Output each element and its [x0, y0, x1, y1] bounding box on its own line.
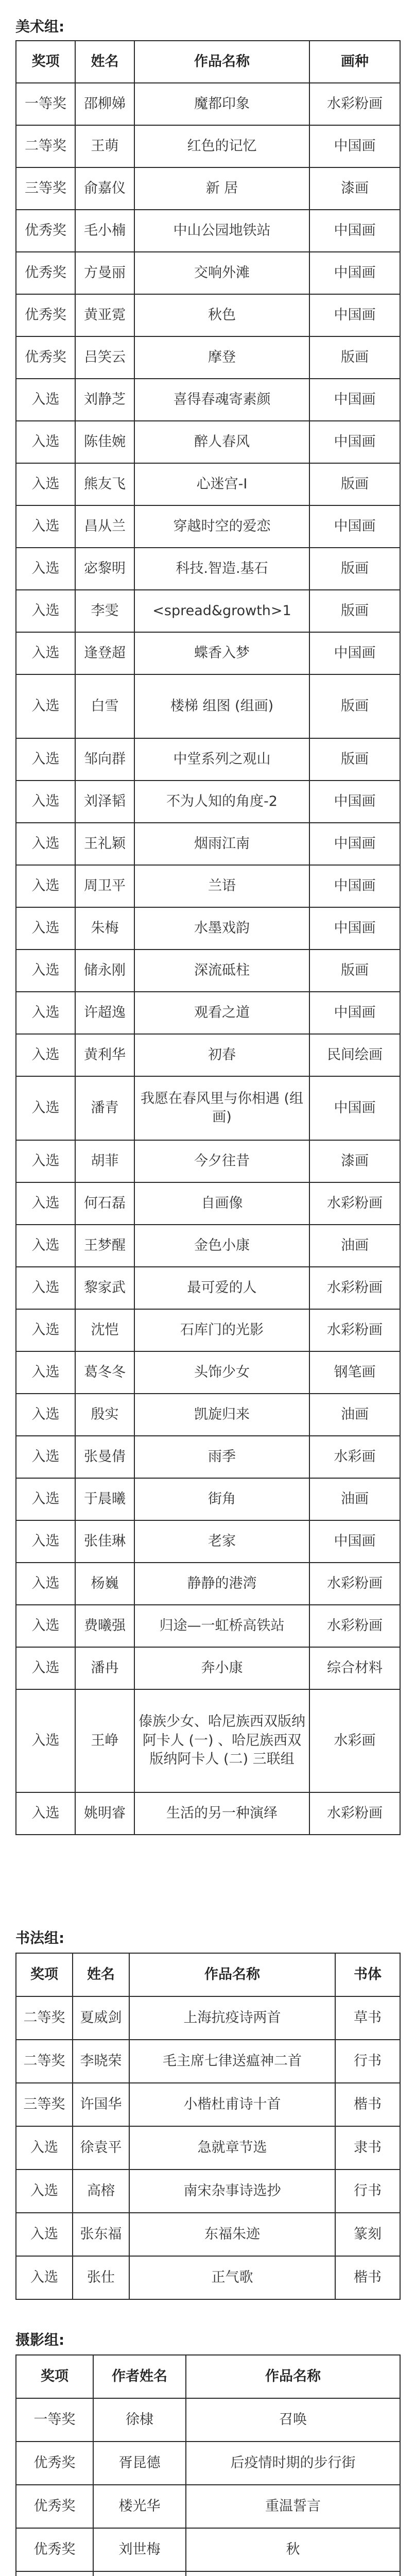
photography-table-cell: [93, 2571, 186, 2576]
calligraphy-table-row: [16, 2213, 400, 2256]
art-table-cell: 入选: [16, 738, 75, 781]
art-table-cell: 中国画: [309, 210, 400, 252]
art-table-cell: 潘冉: [75, 1647, 134, 1689]
art-table-cell: 中国画: [309, 294, 400, 336]
art-table-row: [16, 1478, 400, 1520]
calligraphy-table: [15, 1953, 401, 2300]
art-table-cell: 中国画: [309, 992, 400, 1034]
art-table-cell: 头饰少女: [134, 1351, 309, 1394]
art-table-row: [16, 1225, 400, 1267]
art-table-row: [16, 83, 400, 125]
art-table-row: [16, 252, 400, 294]
photography-table-row: [16, 2528, 400, 2571]
calligraphy-table-cell: 高榕: [73, 2170, 129, 2213]
art-table-cell: 今夕往昔: [134, 1140, 309, 1182]
art-table-cell: 我愿在春风里与你相遇 (组画): [134, 1076, 309, 1140]
art-table-cell: 潘青: [75, 1076, 134, 1140]
photography-table-row: [16, 2485, 400, 2528]
art-table-cell: 三等奖: [16, 167, 75, 210]
art-table-cell: 深流砥柱: [134, 950, 309, 992]
art-table-cell: 中国画: [309, 907, 400, 950]
art-table-cell: 油画: [309, 1394, 400, 1436]
calligraphy-table-cell: 入选: [16, 2213, 73, 2256]
art-table-cell: 初春: [134, 1034, 309, 1076]
art-table-cell: 水彩画: [309, 1689, 400, 1792]
art-table-cell: 街角: [134, 1478, 309, 1520]
art-table-cell: 秋色: [134, 294, 309, 336]
photography-table: [15, 2354, 401, 2576]
art-table-cell: 版画: [309, 336, 400, 379]
art-table-cell: 中堂系列之观山: [134, 738, 309, 781]
art-table-cell: 版画: [309, 674, 400, 738]
art-table-cell: 吕笑云: [75, 336, 134, 379]
calligraphy-table-cell: 草书: [335, 1996, 400, 2040]
art-table-row: [16, 1076, 400, 1140]
art-table-cell: 楼梯 组图 (组画): [134, 674, 309, 738]
art-table-cell: 入选: [16, 590, 75, 632]
art-table-row: [16, 1689, 400, 1792]
photography-table-cell: 秋: [186, 2528, 400, 2571]
art-table-cell: 兰语: [134, 865, 309, 907]
calligraphy-table-cell: 行书: [335, 2040, 400, 2083]
art-table-row: [16, 781, 400, 823]
art-table-cell: 归途—一虹桥高铁站: [134, 1605, 309, 1647]
art-table-cell: 不为人知的角度-2: [134, 781, 309, 823]
art-table-cell: 金色小康: [134, 1225, 309, 1267]
art-table-cell: 中国画: [309, 505, 400, 548]
art-table-cell: 中国画: [309, 823, 400, 865]
art-table-cell: 张佳琳: [75, 1520, 134, 1563]
calligraphy-table-cell: 急就章节选: [129, 2126, 335, 2170]
art-table-cell: 水彩粉画: [309, 1605, 400, 1647]
art-table-cell: 二等奖: [16, 125, 75, 167]
art-table-cell: 入选: [16, 865, 75, 907]
art-table-cell: 入选: [16, 548, 75, 590]
art-table-cell: 蝶香入梦: [134, 632, 309, 674]
art-table-cell: 沈恺: [75, 1309, 134, 1351]
photography-table-body: [16, 2398, 400, 2576]
art-table-row: [16, 590, 400, 632]
art-table-cell: 醉人春风: [134, 421, 309, 463]
photography-table-cell: 重温誓言: [186, 2485, 400, 2528]
calligraphy-table-cell: 小楷杜甫诗十首: [129, 2083, 335, 2126]
art-table-cell: 入选: [16, 1689, 75, 1792]
calligraphy-table-cell: 正气歌: [129, 2256, 335, 2299]
calligraphy-table-row: [16, 2126, 400, 2170]
art-table-cell: 入选: [16, 1182, 75, 1225]
art-table-row: [16, 992, 400, 1034]
calligraphy-table-cell: 入选: [16, 2170, 73, 2213]
art-table-cell: 观看之道: [134, 992, 309, 1034]
art-table-cell: 版画: [309, 950, 400, 992]
art-table-row: [16, 907, 400, 950]
calligraphy-header-row: [16, 1953, 400, 1996]
calligraphy-table-cell: 入选: [16, 2256, 73, 2299]
art-table-cell: 摩登: [134, 336, 309, 379]
art-table-cell: 入选: [16, 1647, 75, 1689]
art-table-row: [16, 1182, 400, 1225]
art-table-body: [16, 83, 400, 1835]
art-table-cell: 入选: [16, 1034, 75, 1076]
art-table-cell: 黎家武: [75, 1267, 134, 1309]
art-table-cell: 王梦醒: [75, 1225, 134, 1267]
art-table-cell: 版画: [309, 738, 400, 781]
calligraphy-table-row: [16, 2170, 400, 2213]
art-table-cell: 中国画: [309, 632, 400, 674]
calligraphy-section-title: 书法组:: [15, 1929, 65, 1946]
art-table-cell: 刘泽韬: [75, 781, 134, 823]
art-table-cell: 漆画: [309, 1140, 400, 1182]
photography-table-cell: 一等奖: [16, 2398, 93, 2442]
art-table-cell: 姚明睿: [75, 1792, 134, 1835]
art-table-row: [16, 336, 400, 379]
art-header-cell: 作品名称: [134, 41, 309, 83]
calligraphy-table-row: [16, 1996, 400, 2040]
art-table-cell: 入选: [16, 1076, 75, 1140]
art-table-row: [16, 1140, 400, 1182]
art-table-cell: 版画: [309, 463, 400, 505]
art-table-cell: 漆画: [309, 167, 400, 210]
art-table-cell: 熊友飞: [75, 463, 134, 505]
calligraphy-table-cell: 张仕: [73, 2256, 129, 2299]
art-table-cell: 综合材料: [309, 1647, 400, 1689]
art-table-row: [16, 1267, 400, 1309]
calligraphy-header-cell: 奖项: [16, 1953, 73, 1996]
art-table-row: [16, 463, 400, 505]
art-table-row: [16, 210, 400, 252]
art-table-cell: 逢登超: [75, 632, 134, 674]
art-table-row: [16, 674, 400, 738]
art-table-cell: 入选: [16, 1140, 75, 1182]
art-table-cell: 中国画: [309, 421, 400, 463]
art-table-row: [16, 823, 400, 865]
calligraphy-header-cell: 作品名称: [129, 1953, 335, 1996]
art-table-row: [16, 1034, 400, 1076]
art-table-cell: 中国画: [309, 1520, 400, 1563]
art-table-cell: 水墨戏韵: [134, 907, 309, 950]
art-table-cell: 入选: [16, 1792, 75, 1835]
photography-table-cell: [186, 2571, 400, 2576]
art-table-cell: 水彩粉画: [309, 1563, 400, 1605]
art-table-cell: 优秀奖: [16, 252, 75, 294]
art-table-cell: 喜得春魂寄素颜: [134, 379, 309, 421]
art-table-row: [16, 505, 400, 548]
art-table-cell: 俞嘉仪: [75, 167, 134, 210]
calligraphy-table-cell: 楷书: [335, 2256, 400, 2299]
art-table-cell: 静静的港湾: [134, 1563, 309, 1605]
art-table-cell: 宓黎明: [75, 548, 134, 590]
art-table-cell: 于晨曦: [75, 1478, 134, 1520]
art-table-row: [16, 379, 400, 421]
art-table-row: [16, 1563, 400, 1605]
art-table-cell: 入选: [16, 674, 75, 738]
art-table-cell: 入选: [16, 632, 75, 674]
art-table-cell: 胡菲: [75, 1140, 134, 1182]
art-table-cell: 科技.智造.基石: [134, 548, 309, 590]
photography-section-title: 摄影组:: [15, 2331, 65, 2348]
art-table-cell: 入选: [16, 1520, 75, 1563]
art-table-cell: 朱梅: [75, 907, 134, 950]
art-table-cell: 心迷宫-I: [134, 463, 309, 505]
art-table-row: [16, 1520, 400, 1563]
art-table-cell: 周卫平: [75, 865, 134, 907]
art-table-cell: 邹向群: [75, 738, 134, 781]
art-table-cell: 穿越时空的爱恋: [134, 505, 309, 548]
art-header-row: [16, 41, 400, 83]
art-table-cell: 版画: [309, 548, 400, 590]
art-table-cell: 王萌: [75, 125, 134, 167]
art-table-cell: 白雪: [75, 674, 134, 738]
art-table-cell: 中国画: [309, 379, 400, 421]
art-table-row: [16, 125, 400, 167]
photography-table-cell: 刘世梅: [93, 2528, 186, 2571]
art-table-cell: 自画像: [134, 1182, 309, 1225]
art-table-cell: 油画: [309, 1478, 400, 1520]
art-table-row: [16, 738, 400, 781]
art-table-row: [16, 1351, 400, 1394]
art-table-cell: 黄利华: [75, 1034, 134, 1076]
art-table-cell: 昌从兰: [75, 505, 134, 548]
art-table-row: [16, 1792, 400, 1835]
art-table-cell: 生活的另一种演绎: [134, 1792, 309, 1835]
art-table-cell: 烟雨江南: [134, 823, 309, 865]
art-table-cell: 入选: [16, 1478, 75, 1520]
art-table-cell: 中国画: [309, 125, 400, 167]
art-table-cell: 入选: [16, 1225, 75, 1267]
art-table-cell: 优秀奖: [16, 210, 75, 252]
photography-table-cell: 徐棣: [93, 2398, 186, 2442]
calligraphy-table-cell: 入选: [16, 2126, 73, 2170]
calligraphy-table-cell: 二等奖: [16, 2040, 73, 2083]
art-table-cell: 王峥: [75, 1689, 134, 1792]
art-table-cell: 水彩粉画: [309, 1182, 400, 1225]
art-table-cell: 陈佳婉: [75, 421, 134, 463]
art-table-cell: 红色的记忆: [134, 125, 309, 167]
art-table-cell: 葛冬冬: [75, 1351, 134, 1394]
calligraphy-table-cell: 毛主席七律送瘟神二首: [129, 2040, 335, 2083]
art-table-cell: 入选: [16, 379, 75, 421]
art-section-title: 美术组:: [15, 18, 65, 35]
calligraphy-table-row: [16, 2256, 400, 2299]
photography-table-cell: 优秀奖: [16, 2528, 93, 2571]
art-table-cell: 入选: [16, 505, 75, 548]
calligraphy-table-cell: 夏威剑: [73, 1996, 129, 2040]
art-table-cell: 魔都印象: [134, 83, 309, 125]
art-table-row: [16, 421, 400, 463]
art-table-cell: 邵柳娣: [75, 83, 134, 125]
photography-table-cell: 后疫情时期的步行街: [186, 2442, 400, 2485]
art-table-cell: 中国画: [309, 252, 400, 294]
art-table-cell: 李雯: [75, 590, 134, 632]
art-table-cell: 入选: [16, 463, 75, 505]
photography-table-cell: 优秀奖: [16, 2442, 93, 2485]
photography-table-cell: 优秀奖: [16, 2485, 93, 2528]
art-table-cell: 殷实: [75, 1394, 134, 1436]
art-table-cell: 许超逸: [75, 992, 134, 1034]
calligraphy-table-cell: 二等奖: [16, 1996, 73, 2040]
art-table-row: [16, 548, 400, 590]
art-table-cell: 入选: [16, 907, 75, 950]
art-table-cell: 水彩粉画: [309, 1267, 400, 1309]
photography-header-cell: 奖项: [16, 2355, 93, 2398]
art-header-cell: 画种: [309, 41, 400, 83]
art-table-cell: 石库门的光影: [134, 1309, 309, 1351]
art-table-cell: 入选: [16, 1436, 75, 1478]
art-table-cell: 交响外滩: [134, 252, 309, 294]
art-table-cell: 入选: [16, 950, 75, 992]
art-table-cell: <spread&growth>1: [134, 590, 309, 632]
art-table-row: [16, 865, 400, 907]
art-table-cell: 入选: [16, 1267, 75, 1309]
art-table-cell: 储永刚: [75, 950, 134, 992]
art-table-cell: 张曼倩: [75, 1436, 134, 1478]
photography-header-cell: 作者姓名: [93, 2355, 186, 2398]
calligraphy-table-cell: 篆刻: [335, 2213, 400, 2256]
art-table-cell: 毛小楠: [75, 210, 134, 252]
art-table-row: [16, 1309, 400, 1351]
calligraphy-table-cell: 三等奖: [16, 2083, 73, 2126]
photography-header-row: [16, 2355, 400, 2398]
photography-header-cell: 作品名称: [186, 2355, 400, 2398]
art-table-cell: 中国画: [309, 865, 400, 907]
calligraphy-table-cell: 李晓荣: [73, 2040, 129, 2083]
art-table-row: [16, 632, 400, 674]
art-table-cell: 老家: [134, 1520, 309, 1563]
art-header-cell: 奖项: [16, 41, 75, 83]
art-table: [15, 40, 401, 1835]
art-table-cell: 入选: [16, 421, 75, 463]
art-table-cell: 入选: [16, 823, 75, 865]
art-table-cell: 版画: [309, 590, 400, 632]
art-table-cell: 杨巍: [75, 1563, 134, 1605]
calligraphy-table-cell: 张东福: [73, 2213, 129, 2256]
art-table-cell: 钢笔画: [309, 1351, 400, 1394]
art-table-cell: 入选: [16, 1605, 75, 1647]
art-table-cell: 中国画: [309, 781, 400, 823]
art-table-cell: 水彩画: [309, 1436, 400, 1478]
art-table-cell: 最可爱的人: [134, 1267, 309, 1309]
art-table-cell: 傣族少女、哈尼族西双版纳阿卡人 (一) 、哈尼族西双版纳阿卡人 (二) 三联组: [134, 1689, 309, 1792]
calligraphy-table-cell: 许国华: [73, 2083, 129, 2126]
photography-table-cell: 楼光华: [93, 2485, 186, 2528]
calligraphy-table-cell: 隶书: [335, 2126, 400, 2170]
art-table-row: [16, 950, 400, 992]
art-table-cell: 何石磊: [75, 1182, 134, 1225]
art-table-cell: 中山公园地铁站: [134, 210, 309, 252]
art-table-cell: 入选: [16, 781, 75, 823]
art-table-cell: 奔小康: [134, 1647, 309, 1689]
art-table-cell: 方曼丽: [75, 252, 134, 294]
art-table-cell: 入选: [16, 992, 75, 1034]
calligraphy-table-row: [16, 2083, 400, 2126]
calligraphy-table-cell: 楷书: [335, 2083, 400, 2126]
photography-table-cell: 召唤: [186, 2398, 400, 2442]
calligraphy-table-cell: 上海抗疫诗两首: [129, 1996, 335, 2040]
photography-table-cell: [16, 2571, 93, 2576]
calligraphy-table-row: [16, 2040, 400, 2083]
art-table-cell: 刘静芝: [75, 379, 134, 421]
art-table-cell: 一等奖: [16, 83, 75, 125]
art-table-cell: 费曦强: [75, 1605, 134, 1647]
art-table-cell: 中国画: [309, 1076, 400, 1140]
art-table-row: [16, 1605, 400, 1647]
calligraphy-header-cell: 书体: [335, 1953, 400, 1996]
art-table-cell: 优秀奖: [16, 294, 75, 336]
calligraphy-table-cell: 东福朱迹: [129, 2213, 335, 2256]
art-table-cell: 入选: [16, 1394, 75, 1436]
calligraphy-table-cell: 南宋杂事诗选抄: [129, 2170, 335, 2213]
art-table-row: [16, 1436, 400, 1478]
art-table-cell: 入选: [16, 1309, 75, 1351]
art-table-cell: 黄亚霓: [75, 294, 134, 336]
calligraphy-table-body: [16, 1996, 400, 2299]
art-table-cell: 入选: [16, 1563, 75, 1605]
art-table-cell: 凯旋归来: [134, 1394, 309, 1436]
photography-table-row: [16, 2571, 400, 2576]
art-table-row: [16, 167, 400, 210]
art-table-cell: 优秀奖: [16, 336, 75, 379]
art-table-cell: 新 居: [134, 167, 309, 210]
photography-table-row: [16, 2398, 400, 2442]
art-table-cell: 雨季: [134, 1436, 309, 1478]
art-table-cell: 水彩粉画: [309, 83, 400, 125]
art-table-cell: 王礼颖: [75, 823, 134, 865]
calligraphy-header-cell: 姓名: [73, 1953, 129, 1996]
art-table-cell: 水彩粉画: [309, 1792, 400, 1835]
art-table-row: [16, 1394, 400, 1436]
art-table-cell: 民间绘画: [309, 1034, 400, 1076]
art-table-cell: 水彩粉画: [309, 1309, 400, 1351]
photography-table-cell: 胥昆德: [93, 2442, 186, 2485]
art-table-row: [16, 1647, 400, 1689]
calligraphy-table-cell: 徐袁平: [73, 2126, 129, 2170]
art-table-cell: 油画: [309, 1225, 400, 1267]
calligraphy-table-cell: 行书: [335, 2170, 400, 2213]
photography-table-row: [16, 2442, 400, 2485]
art-table-cell: 入选: [16, 1351, 75, 1394]
art-header-cell: 姓名: [75, 41, 134, 83]
art-table-row: [16, 294, 400, 336]
